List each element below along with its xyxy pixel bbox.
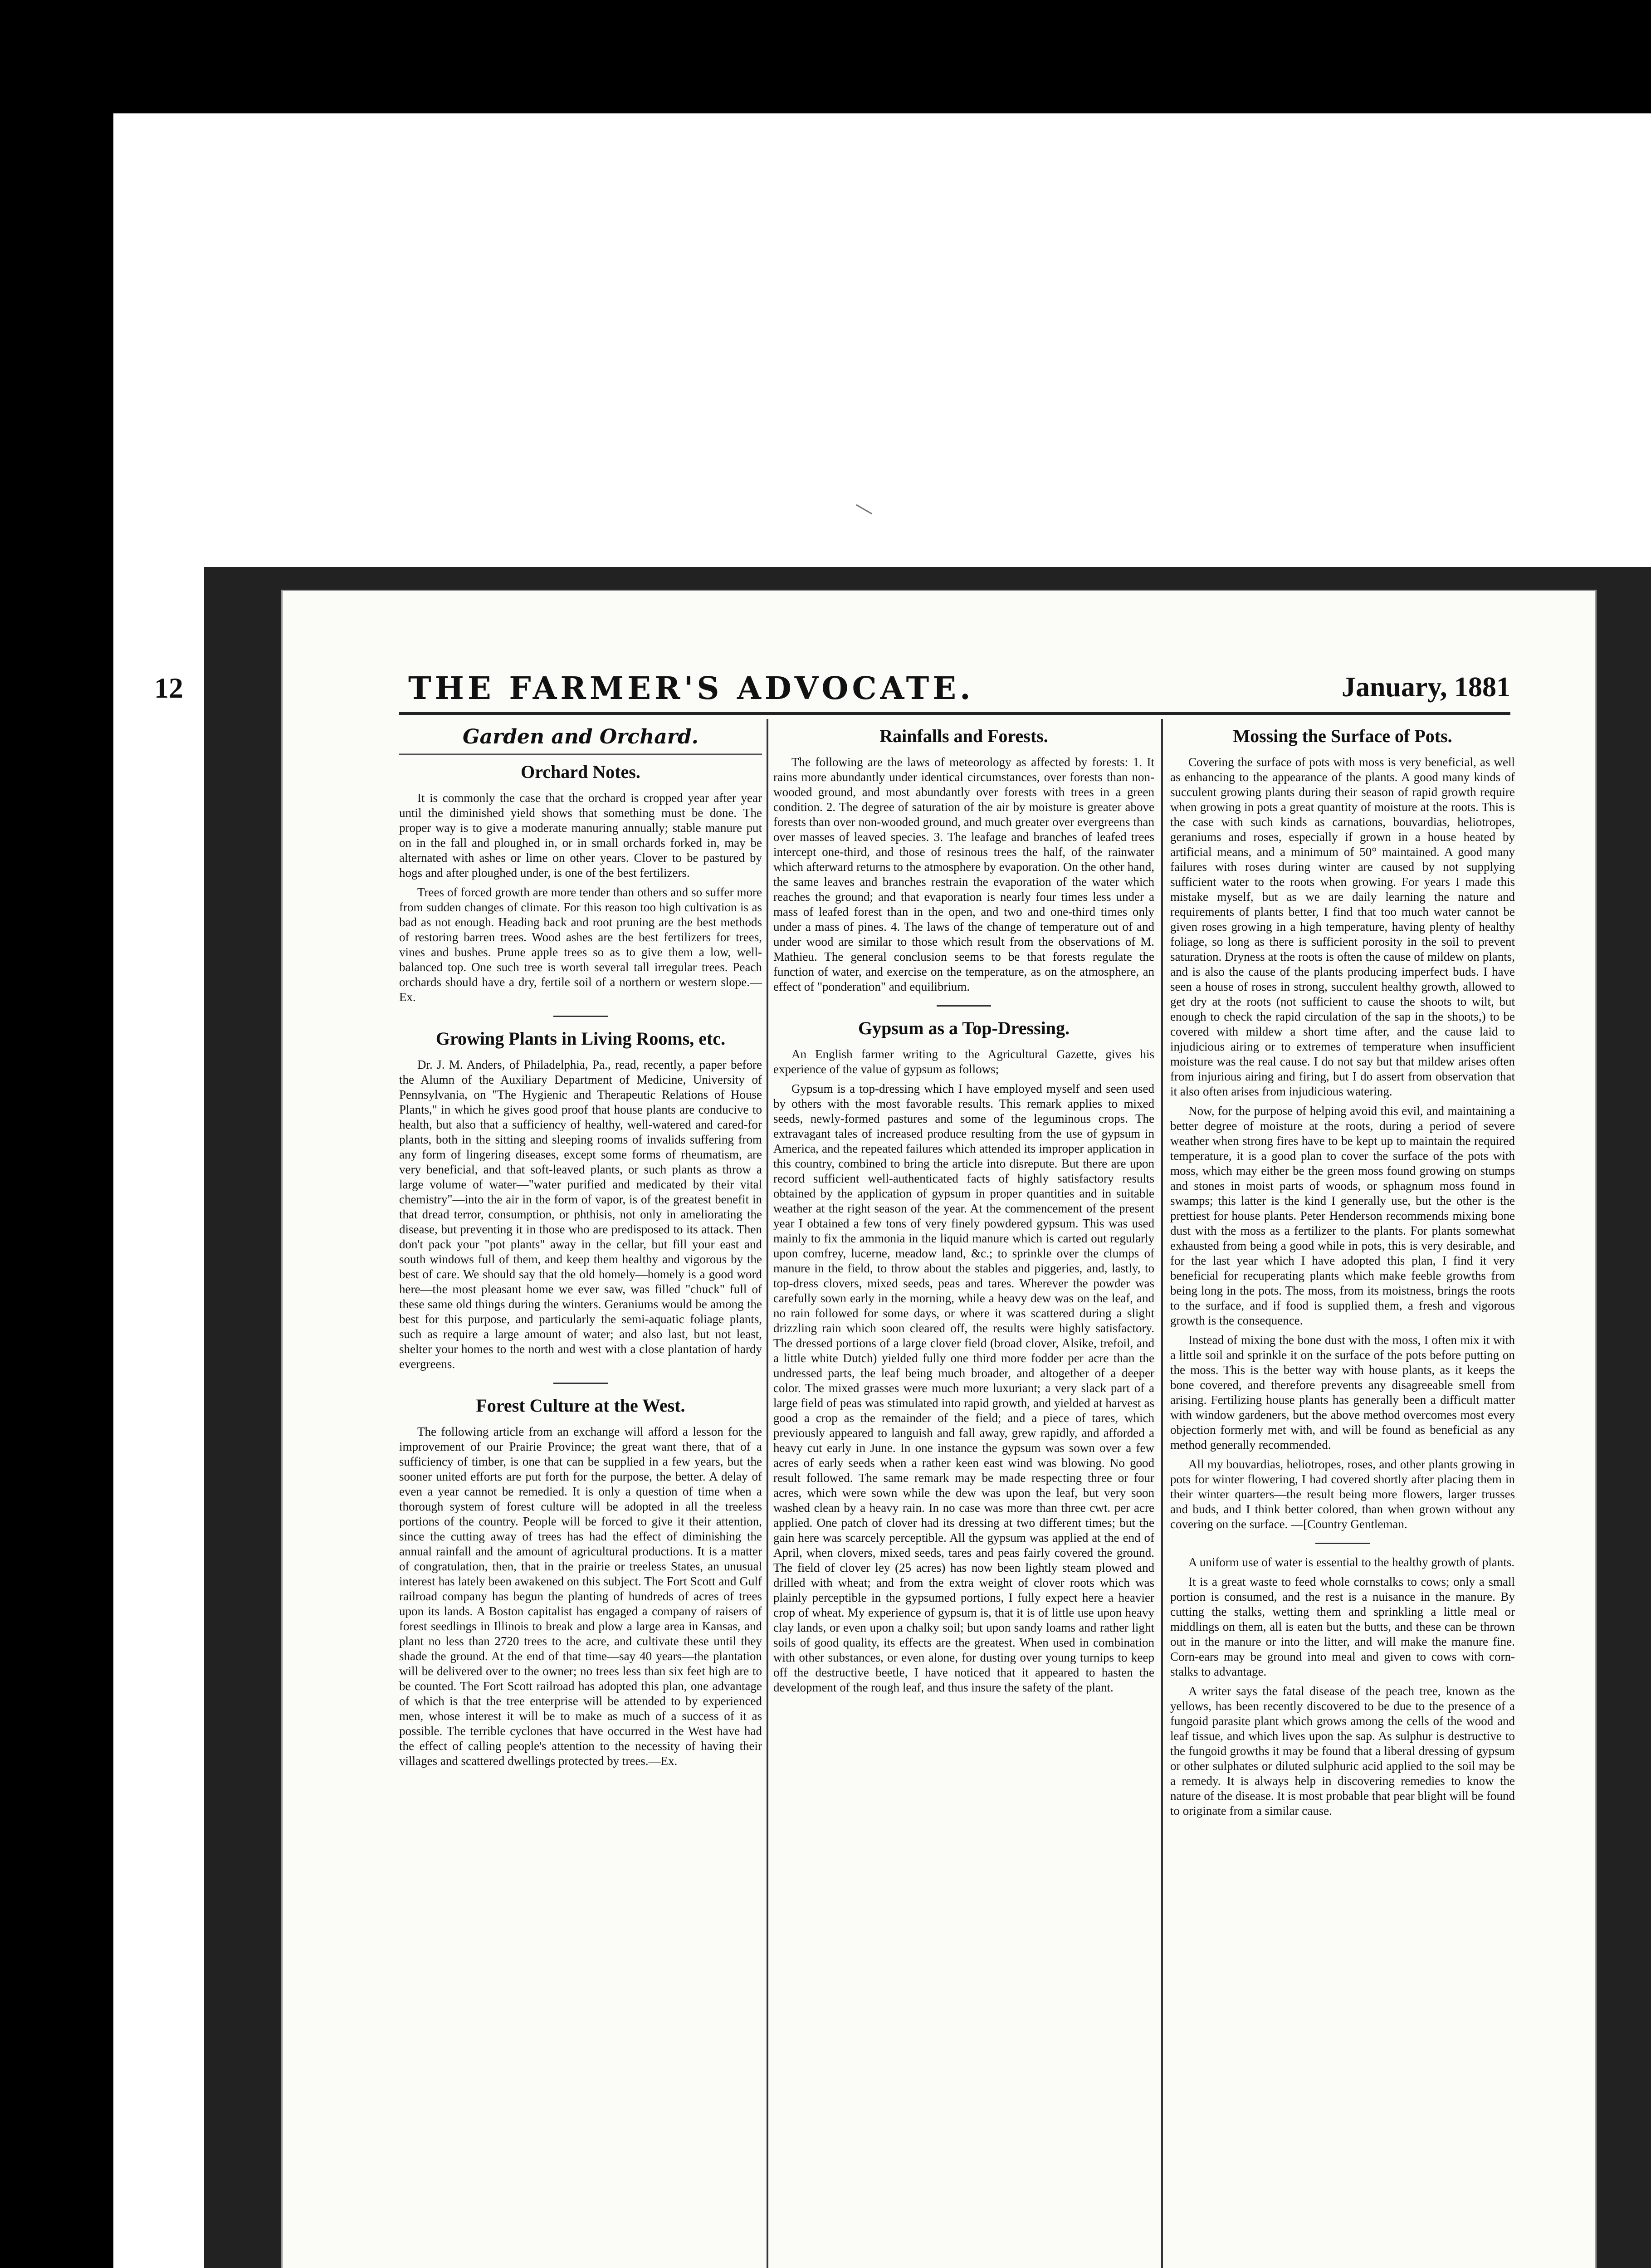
article-body	[1170, 1555, 1515, 1818]
paragraph: It is a great waste to feed whole cornstalks to cows; only a small portion is consumed, and the rest is a nuisance in the manure. By cutting the stalks, wetting them and sprinkling a little meal or middlings on them, all is eaten but the butts, and these can be thrown out in the manure or into the litter, and will make the manure fine. Corn-ears may be ground into meal and given to cows with corn-stalks to advantage.	[1170, 1575, 1515, 1678]
article-title: Gypsum as a Top-Dressing.	[858, 1018, 1070, 1038]
separator	[553, 1383, 608, 1384]
article-title: Rainfalls and Forests.	[879, 726, 1048, 746]
paragraph: The following article from an exchange will afford a lesson for the improvement of our Prairie Province; the great want there, that of a sufficiency of timber, is one that can be supplied in a few years, but the sooner united efforts are put forth for the purpose, the better. A delay of even a year cannot be remedied. It is only a question of time when a thorough system of forest culture will be adopted in all the treeless portions of the country. People will be forced to give it their attention, since the cutting away of trees has had the effect of diminishing the annual rainfall and the amount of agricultural productions. It is a matter of congratulation, then, that in the prairie or treeless States, an unusual interest has lately been awakened on this subject. The Fort Scott and Gulf railroad company has begun the planting of hundreds of acres of trees upon its lands. A Boston capitalist has engaged a company of raisers of forest seedlings in Illinois to break and plow a large area in Kansas, and plant no less than 2720 trees to the acre, and cultivate these until they shade the ground. At the end of that time—say 40 years—the plantation will be delivered over to the owner; no trees less than six feet high are to be counted. The Fort Scott railroad has adopted this plan, one advantage of which is that the tree enterprise will be attended to by experienced men, whose interest it will be to make as much of a success of it as possible. The terrible cyclones that have occurred in the West have had the effect of calling people's attention to the necessity of having their villages and scattered dwellings protected by trees.—Ex.	[399, 1425, 762, 1768]
paragraph: A writer says the fatal disease of the peach tree, known as the yellows, has been recently discovered to be due to the presence of a fungoid parasite plant which grows among the cells of the wood and leaf tissue, and which lives upon the sap. As sulphur is destructive to the fungoid growths it may be found that a liberal dressing of gypsum or other sulphates or diluted sulphuric acid applied to the soil may be a remedy. It is always help in discovering remedies to know the nature of the disease. It is most probable that pear blight will be found to originate from a similar cause.	[1170, 1684, 1515, 1818]
issue-date: January, 1881	[1341, 672, 1510, 703]
article-title: Forest Culture at the West.	[476, 1395, 685, 1416]
paragraph: The following are the laws of meteorology as affected by forests: 1. It rains more abundantly under identical circumstances, over forests than non-wooded ground, and most abundantly over forests with trees in a green condition. 2. The degree of saturation of the air by moisture is greater above forests than over non-wooded ground, and much greater over evergreens than over masses of leaved species. 3. The leafage and branches of leafed trees intercept one-third, and those of resinous trees the half, of the rainwater which afterward returns to the atmosphere by evaporation. On the other hand, the same leaves and branches restrain the evaporation of the water which reaches the ground; and that evaporation is nearly four times less under a mass of leafed forest than in the open, and two and one-third times only under a mass of pines. 4. The laws of the change of temperature out of and under wood are similar to those which result from the observations of M. Mathieu. The general conclusion seems to be that forests regulate the function of water, and exercise on the temperature, as on the atmosphere, an effect of "ponderation" and equilibrium.	[773, 755, 1154, 993]
paragraph: Now, for the purpose of helping avoid this evil, and maintaining a better degree of moisture at the roots, during a period of severe weather when strong fires have to be kept up to maintain the required temperature, it is a good plan to cover the surface of the pots with moss, which may either be the green moss found growing on stumps and stones in moist parts of woods, or sphagnum moss found in swamps; this latter is the kind I generally use, but the other is the prettiest for house plants. Peter Henderson recommends mixing bone dust with the moss as a fertilizer to the plants. For plants somewhat exhausted from being a good while in pots, this is very desirable, and for the last year which I have adopted this plan, I find it very beneficial for recuperating plants which make feeble growths from being long in the pots. The moss, from its moistness, brings the roots to the surface, and if food is supplied them, a fresh and vigorous growth is the consequence.	[1170, 1104, 1515, 1327]
column-divider	[767, 719, 768, 2268]
paragraph: An English farmer writing to the Agricultural Gazette, gives his experience of the value of gypsum as follows;	[773, 1047, 1154, 1076]
column-2	[773, 719, 1154, 1702]
separator	[1315, 1543, 1370, 1544]
article-title: Mossing the Surface of Pots.	[1233, 726, 1452, 746]
paragraph: Gypsum is a top-dressing which I have employed myself and seen used by others with the most favorable results. This remark applies to mixed seeds, newly-formed pastures and some of the leguminous crops. The extravagant tales of increased produce resulting from the use of gypsum in America, and the repeated failures which attended its improper application in this country, combined to bring the article into disrepute. But there are upon record sufficient well-authenticated facts of highly satisfactory results obtained by the application of gypsum in proper quantities and in suitable weather at the right season of the year. At the commencement of the present year I obtained a few tons of very finely powdered gypsum. This was used mainly to fix the ammonia in the liquid manure which is carted out regularly upon comfrey, lucerne, meadow land, &c.; to sprinkle over the clumps of manure in the field, to throw about the stables and piggeries, and, lastly, to top-dress clovers, mixed seeds, peas and tares. Wherever the powder was carefully sown early in the morning, while a heavy dew was on the leaf, and no rain followed for some days, or where it was scattered during a slight drizzling rain which soon cleared off, the results were highly satisfactory. The dressed portions of a large clover field (broad clover, Alsike, trefoil, and a little white Dutch) yielded fully one third more fodder per acre than the undressed parts, the leaf being much broader, and altogether of a deeper color. The mixed grasses were much more luxuriant; a very slack part of a large field of peas was stimulated into rapid growth, and yielded at harvest as good a crop as the remainder of the field; and a piece of tares, which previously appeared to languish and fall away, grew rapidly, and afforded a heavy cut early in June. In one instance the gypsum was sown over a few acres of early seeds when a rather keen east wind was blowing. No good result followed. The same remark may be made respecting three or four acres, which were sown while the dew was upon the leaf, but very soon washed clean by a heavy rain. In no case was more than three cwt. per acre applied. One patch of clover had its dressing at two different times; but the gain here was scarcely perceptible. All the gypsum was applied at the end of April, when clovers, mixed seeds, tares and peas fairly covered the ground. The field of clover ley (25 acres) has now been lightly steam plowed and drilled with wheat; and from the extra weight of clover roots which was plainly perceptible in the gypsumed portions, I fully expect here a heavier crop of wheat. My experience of gypsum is, that it is of little use upon heavy clay lands, or even upon a chalky soil; but upon sandy loams and rather light soils of good quality, its effects are the greatest. When used in combination with other substances, or even alone, for dusting over young turnips to keep off the destructive beetle, I have noticed that it appeared to hasten the development of the rough leaf, and thus insure the safety of the plant.	[773, 1082, 1154, 1694]
paragraph: Dr. J. M. Anders, of Philadelphia, Pa., read, recently, a paper before the Alumn of the Auxiliary Department of Medicine, University of Pennsylvania, on "The Hygienic and Therapeutic Relations of House Plants," in which he gives good proof that house plants are conducive to health, but also that a sufficiency of healthy, well-watered and cared-for plants, both in the sitting and sleeping rooms of invalids suffering from any form of lingering diseases, except some forms of rheumatism, are very beneficial, and that soft-leaved plants, or such plants as throw a large volume of water—"water purified and medicated by their vital chemistry"—into the air in the form of vapor, is of the greatest benefit in that dread terror, consumption, or phthisis, not only in ameliorating the disease, but preventing it in those who are predisposed to its attack. Then don't pack your "pot plants" away in the cellar, but fill your east and south windows full of them, and keep them healthy and vigorous by the best of care. We should say that the old homely—homely is a good word here—the most pleasant home we ever saw, was filled "chuck" full of these same old things during the winters. Geraniums would be among the best for this purpose, and particularly the semi-aquatic foliage plants, such as require a large amount of water; and also last, but not least, shelter your homes to the north and west with a close plantation of hardy evergreens.	[399, 1058, 762, 1371]
article-body	[399, 1424, 762, 1769]
article-body	[399, 791, 762, 1005]
department-heading: Garden and Orchard.	[399, 725, 762, 755]
article-body	[1170, 755, 1515, 1532]
paragraph: A uniform use of water is essential to the healthy growth of plants.	[1188, 1555, 1515, 1569]
column-1	[399, 719, 762, 1776]
column-divider	[1161, 719, 1163, 2268]
paragraph: Covering the surface of pots with moss is very beneficial, as well as enhancing to the appearance of the plants. A good many kinds of succulent growing plants during their season of rapid growth require when growing in pots a great quantity of moisture at the roots. This is the case with such kinds as carnations, bouvardias, heliotropes, geraniums and roses, especially if grown in a house heated by artificial means, and a minimum of 50° maintained. A good many failures with roses during winter are caused by not supplying sufficient water to the roots when growing. For years I made this mistake myself, but as we are daily learning the nature and requirements of plants better, I find that too much water cannot be given roses growing in a high temperature, having plenty of healthy foliage, so long as there is sufficient porosity in the soil to prevent saturation. Dryness at the roots is often the cause of mildew on plants, and is also the cause of the plants producing imperfect buds. I have seen a house of roses in strong, succulent healthy growth, allowed to get dry at the roots (not sufficient to cause the shoots to wilt, but enough to check the rapid circulation of the sap in the shoots,) to be covered with mildew a short time after, and the cause laid to injudicious airing or to extremes of temperature when insufficient moisture was the real cause. I do not say but that mildew arises often from injurious airing and firing, but I do assert from observation that it also often arises from injudicious watering.	[1170, 755, 1515, 1098]
separator	[937, 1005, 991, 1007]
header-rule	[399, 712, 1510, 715]
page-number: 12	[154, 672, 183, 704]
paragraph: Trees of forced growth are more tender than others and so suffer more from sudden changes of climate. For this reason too high cultivation is as bad as not enough. Heading back and root pruning are the best methods of restoring barren trees. Wood ashes are the best fertilizers for trees, vines and bushes. Prune apple trees so as to give them a low, well-balanced top. One such tree is worth several tall irregular trees. Peach orchards should have a dry, fertile soil of a northern or western slope.—Ex.	[399, 885, 762, 1004]
article-body	[773, 1047, 1154, 1695]
article-body	[399, 1057, 762, 1372]
paragraph: Instead of mixing the bone dust with the moss, I often mix it with a little soil and sprinkle it on the surface of the pots before putting on the moss. This is the better way with house plants, as it keeps the bone covered, and therefore prevents any disagreeable smell from arising. Fertilizing house plants has generally been a difficult matter with window gardeners, but the above method overcomes most every objection formerly met with, and will be found as beneficial as any method generally recommended.	[1170, 1333, 1515, 1452]
article-title: Orchard Notes.	[521, 762, 640, 782]
paragraph: All my bouvardias, heliotropes, roses, and other plants growing in pots for winter flowering, I had covered shortly after placing them in their winter quarters—the result being more flowers, larger trusses and buds, and I think better colored, than when grown without any covering on the surface. —[Country Gentleman.	[1170, 1457, 1515, 1531]
paragraph: It is commonly the case that the orchard is cropped year after year until the diminished yield shows that something must be done. The proper way is to give a moderate manuring annually; stable manure put on in the fall and ploughed in, or in small orchards forked in, may be alternated with ashes or lime on other years. Clover to be pastured by hogs and after ploughed under, is one of the best fertilizers.	[399, 791, 762, 880]
separator	[553, 1016, 608, 1017]
masthead-title: THE FARMER'S ADVOCATE.	[408, 670, 974, 707]
column-3	[1170, 719, 1515, 1826]
article-body	[773, 755, 1154, 994]
page-header	[154, 671, 1510, 712]
article-title: Growing Plants in Living Rooms, etc.	[435, 1028, 726, 1049]
